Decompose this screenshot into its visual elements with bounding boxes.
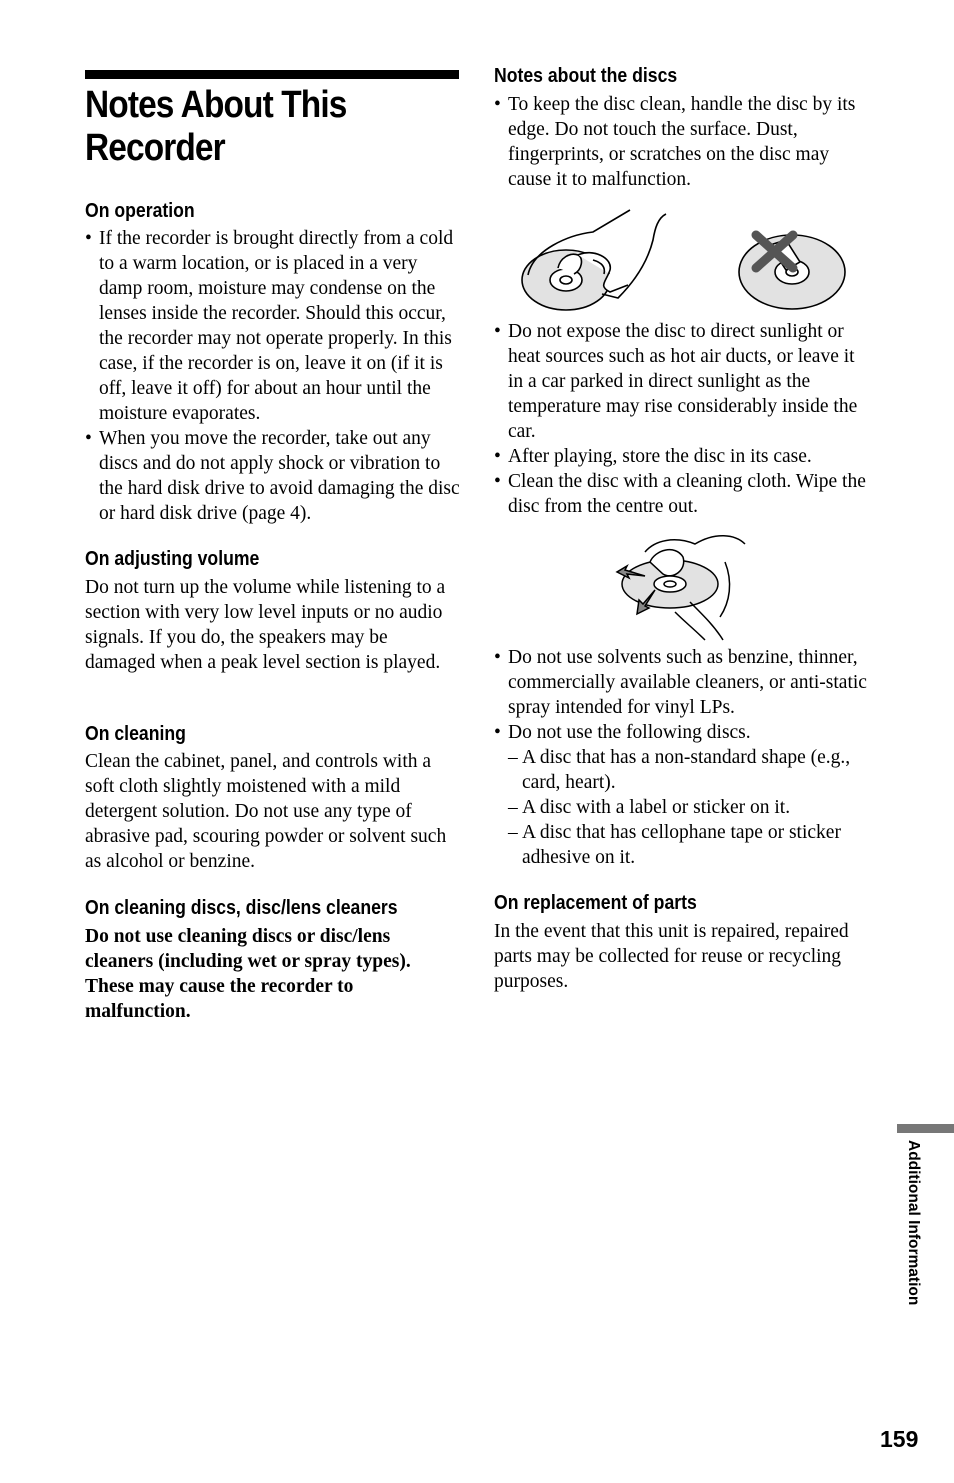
list-item: • When you move the recorder, take out any discs and do not apply shock or vibration to the hard disk drive to avoid damaging the disc or hard disk drive (page 4). <box>85 426 460 526</box>
list-item-text: Do not use the following discs. <box>508 722 751 743</box>
disc-held-by-edge-icon <box>522 210 666 310</box>
page-title-line1: Notes About This <box>85 84 347 126</box>
disc-wiping-illustration <box>615 522 750 644</box>
discs-list-1 <box>494 92 872 192</box>
list-item <box>494 720 872 870</box>
cleaning-text: Clean the cabinet, panel, and controls with a soft cloth slightly moistened with a mild detergent solution. Do not use any type of abrasive pad, scouring powder or solvent such as alcohol or benzine. <box>85 751 447 872</box>
heading-notes-about-discs: Notes about the discs <box>494 64 678 87</box>
list-item: • To keep the disc clean, handle the disc by its edge. Do not touch the surface. Dust, fingerprints, or scratches on the disc may cause it to malfunction. <box>494 92 872 192</box>
heading-on-cleaning: On cleaning <box>85 722 186 745</box>
page-title <box>85 84 419 170</box>
list-item: • If the recorder is brought directly from a cold to a warm location, or is placed in a very damp room, moisture may condense on the lenses inside the recorder. Should this occur, the recorder may not operate properly. In this case, if the recorder is on, leave it on (if it is off, leave it off) for about an hour until the moisture evaporates. <box>85 226 460 426</box>
discs-list-3 <box>494 645 872 870</box>
disc-touched-surface-x-icon <box>739 235 845 309</box>
disc-handling-illustration <box>518 200 853 315</box>
list-item: – A disc with a label or sticker on it. <box>508 795 872 820</box>
page-number: 159 <box>880 1426 919 1452</box>
wipe-disc-icon <box>617 536 745 640</box>
section-tab-bar <box>897 1124 954 1133</box>
heading-on-cleaning-discs: On cleaning discs, disc/lens cleaners <box>85 896 398 919</box>
list-item: • Do not expose the disc to direct sunlight or heat sources such as hot air ducts, or leave it in a car parked in direct sunlight as the temperature may rise considerably inside the car. <box>494 319 872 444</box>
title-rule <box>85 70 459 79</box>
operation-list <box>85 226 460 526</box>
page-title-line2: Recorder <box>85 127 225 169</box>
section-tab-text: Additional Information <box>905 1140 922 1306</box>
heading-on-replacement-of-parts: On replacement of parts <box>494 891 697 914</box>
list-item: • Do not use solvents such as benzine, thinner, commercially available cleaners, or anti-static spray intended for vinyl LPs. <box>494 645 872 720</box>
cleaning-discs-warning: Do not use cleaning discs or disc/lens cleaners (including wet or spray types). These may cause the recorder to malfunction. <box>85 926 411 1022</box>
heading-on-adjusting-volume: On adjusting volume <box>85 547 260 570</box>
heading-on-operation: On operation <box>85 199 195 222</box>
discs-not-to-use-list <box>508 745 872 870</box>
list-item: – A disc that has a non-standard shape (e.g., card, heart). <box>508 745 872 795</box>
volume-text: Do not turn up the volume while listening to a section with very low level inputs or no audio signals. If you do, the speakers may be damaged when a peak level section is played. <box>85 577 446 673</box>
section-tab-label <box>900 1140 924 1330</box>
list-item: – A disc that has cellophane tape or sticker adhesive on it. <box>508 820 872 870</box>
list-item: • Clean the disc with a cleaning cloth. Wipe the disc from the centre out. <box>494 469 872 519</box>
discs-list-2 <box>494 319 872 519</box>
replacement-text: In the event that this unit is repaired, repaired parts may be collected for reuse or recycling purposes. <box>494 921 849 992</box>
list-item: • After playing, store the disc in its case. <box>494 444 872 469</box>
